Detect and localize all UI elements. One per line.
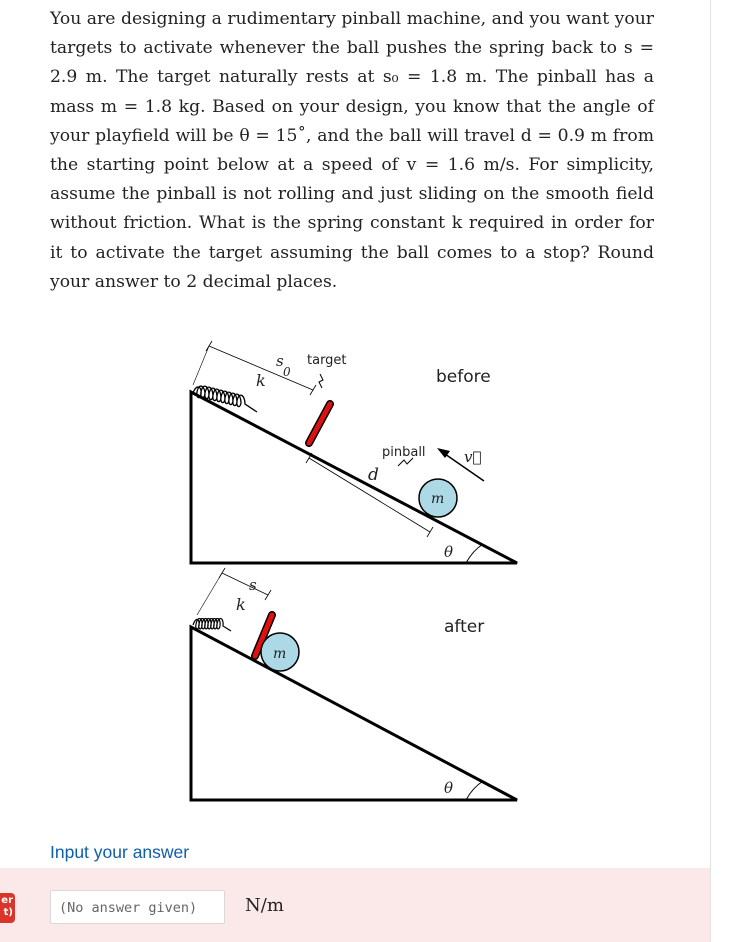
before-incline — [191, 392, 517, 563]
side-tab-line-2: t) — [3, 907, 13, 918]
before-pinball-label: pinball — [382, 445, 426, 460]
problem-statement: You are designing a rudimentary pinball machine, and you want your targets to activate whenever the ball pushes the spring back to s = 2.9 m. The target naturally rests at s₀ = 1.8 m. The pinball has a mass m = 1.8 kg. Based on your design, you know that the angle of your playfield will be θ = 15˚, and the ball will travel d = 0.9 m from the starting point below at a speed of v = 1.6 m/s. For simplicity, assume the pinball is not rolling and just sliding on the smooth field without friction. What is the spring constant k required in order for it to activate the target assuming the ball comes to a stop? Round your answer to 2 decimal places. — [50, 9, 654, 292]
answer-input[interactable]: (No answer given) — [50, 890, 225, 924]
before-angle-arc — [466, 544, 483, 563]
page-right-border — [710, 0, 711, 942]
target-pointer — [319, 374, 323, 388]
before-velocity-label: v⃗ — [464, 448, 482, 466]
after-angle-label: θ — [444, 779, 454, 797]
answer-label: Input your answer — [50, 842, 190, 862]
after-spring — [193, 618, 231, 631]
before-d-label: d — [368, 465, 379, 485]
before-angle-label: θ — [444, 543, 454, 561]
before-mass-label: m — [431, 491, 445, 507]
before-spring-label: k — [256, 371, 266, 390]
after-angle-arc — [466, 781, 483, 800]
side-tab[interactable] — [0, 893, 15, 923]
before-diagram — [191, 341, 517, 563]
side-tab-line-1: er — [1, 895, 13, 906]
before-title: before — [436, 367, 491, 387]
after-spring-label: k — [236, 595, 246, 614]
before-target-label: target — [307, 353, 347, 368]
after-s-dimension — [222, 573, 268, 595]
after-diagram — [191, 568, 517, 800]
after-title: after — [444, 617, 485, 637]
after-mass-label: m — [273, 646, 287, 662]
before-s0-label: s — [276, 352, 284, 370]
after-s-label: s — [249, 576, 257, 594]
before-s0-subscript: 0 — [283, 365, 291, 379]
answer-unit: N/m — [245, 895, 284, 916]
pinball-diagram — [0, 300, 710, 810]
after-incline — [191, 627, 517, 800]
